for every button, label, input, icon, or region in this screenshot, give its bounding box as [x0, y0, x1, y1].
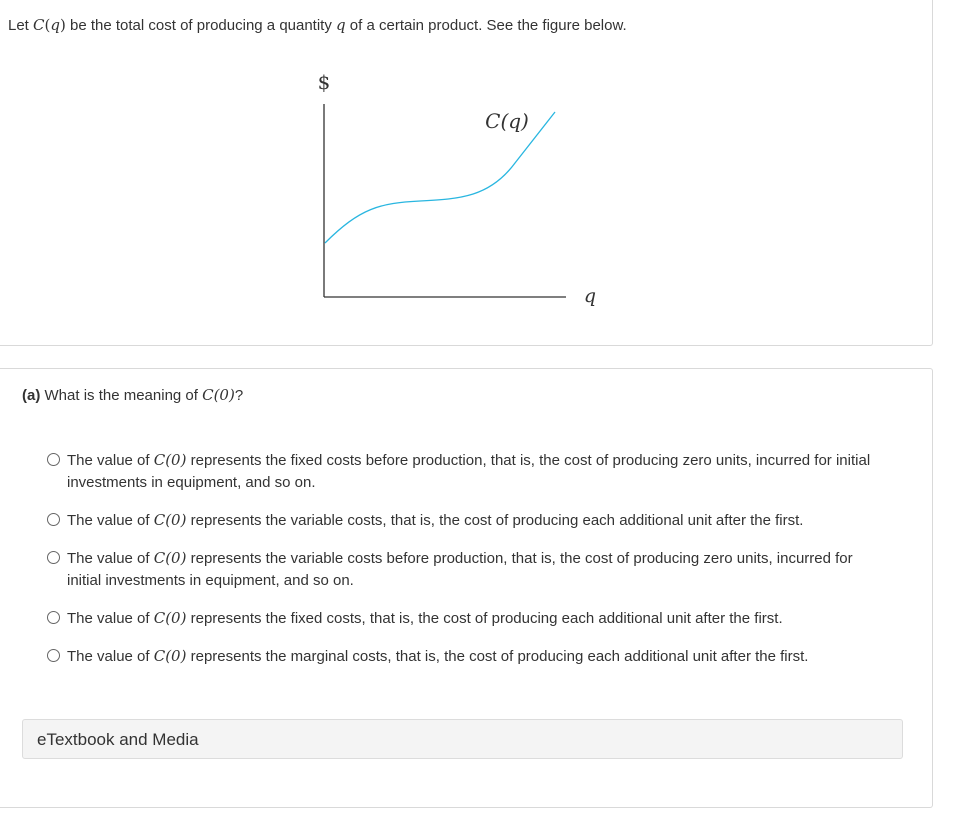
etextbook-media-button[interactable] [22, 719, 903, 759]
answer-option-4[interactable]: The value of C(0) represents the fixed costs, that is, the cost of producing each additional unit after the first. [47, 607, 877, 630]
radio-button[interactable] [47, 649, 60, 662]
answer-option-2[interactable]: The value of C(0) represents the variable costs, that is, the cost of producing each additional unit after the first. [47, 509, 877, 532]
answer-option-3[interactable]: The value of C(0) represents the variable costs before production, that is, the cost of producing zero units, incurred for initial investments in equipment, and so on. [47, 547, 877, 592]
radio-button[interactable] [47, 551, 60, 564]
radio-button[interactable] [47, 453, 60, 466]
radio-button[interactable] [47, 513, 60, 526]
curve-label: C(q) [485, 109, 529, 133]
radio-button[interactable] [47, 611, 60, 624]
answer-option-1[interactable]: The value of C(0) represents the fixed costs before production, that is, the cost of producing zero units, incurred for initial investments in equipment, and so on. [47, 449, 877, 494]
cost-figure [0, 0, 965, 346]
etextbook-media-label: eTextbook and Media [37, 730, 199, 749]
part-a-question: (a) What is the meaning of C(0)? [22, 386, 244, 404]
x-axis-label: q [583, 285, 597, 307]
answer-option-5[interactable]: The value of C(0) represents the marginal costs, that is, the cost of producing each additional unit after the first. [47, 645, 877, 668]
intro-text: Let C(q) be the total cost of producing a quantity q of a certain product. See the figure below. [8, 16, 627, 34]
y-axis-label: $ [317, 70, 331, 94]
